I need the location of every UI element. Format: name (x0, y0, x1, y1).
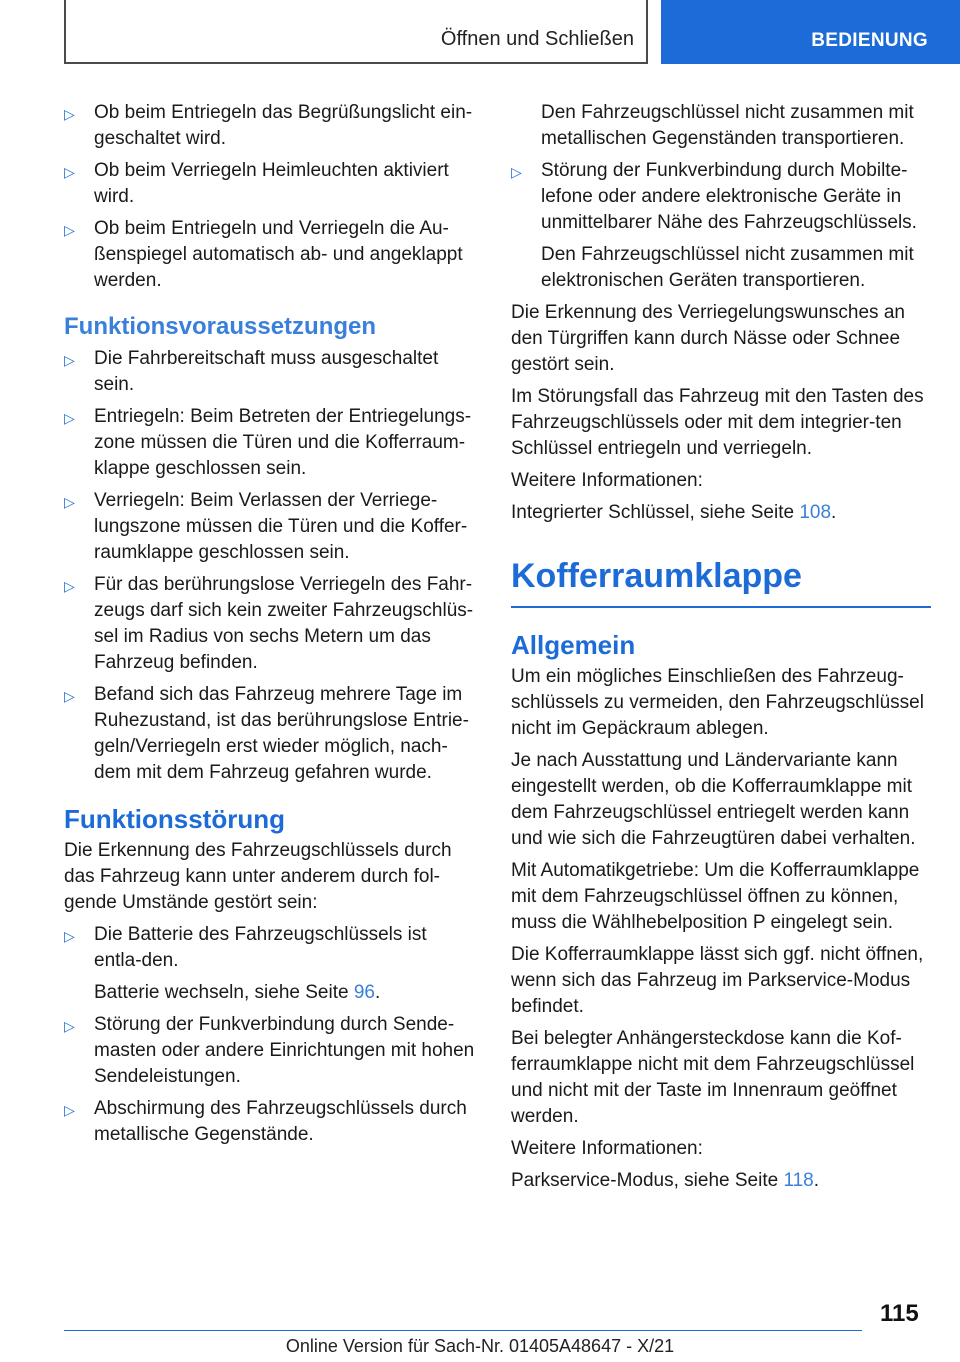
list-item: ▷ Befand sich das Fahrzeug mehrere Tage im Ruhezustand, ist das berührungslose Entrie-geln/Verriegeln erst wieder möglich, nach-dem mit dem Fahrzeug gefahren wurde. (64, 682, 478, 786)
paragraph: Im Störungsfall das Fahrzeug mit den Tasten des Fahrzeugschlüssels oder mit dem integrier-ten Schlüssel entriegeln und verriegeln. (511, 386, 924, 459)
list-item: ▷ Die Batterie des Fahrzeugschlüssels ist entla-den. (64, 922, 478, 974)
paragraph: Die Kofferraumklappe lässt sich ggf. nicht öffnen, wenn sich das Fahrzeug im Parkservice-Modus befindet. (511, 944, 924, 1017)
punctuation: . (831, 502, 837, 523)
paragraph: Die Erkennung des Verriegelungswunsches an den Türgriffen kann durch Nässe oder Schnee gestört sein. (511, 302, 905, 375)
list-item: ▷ Ob beim Entriegeln das Begrüßungslicht ein-geschaltet wird. (64, 100, 478, 152)
list-item-continuation: Den Fahrzeugschlüssel nicht zusammen mit elektronischen Geräten transportieren. (541, 244, 914, 291)
page-link-108[interactable]: 108 (799, 502, 832, 523)
list-item-continuation: Den Fahrzeugschlüssel nicht zusammen mit metallischen Gegenständen transportieren. (541, 102, 914, 149)
section-tab-label: BEDIENUNG (811, 30, 928, 51)
list-item: ▷ Die Fahrbereitschaft muss ausgeschaltet sein. (64, 346, 478, 398)
subsection-heading: Allgemein (511, 630, 636, 660)
header-title-box (64, 0, 648, 64)
list-item: ▷ Abschirmung des Fahrzeugschlüssels durch metallische Gegenstände. (64, 1096, 478, 1148)
page-number: 115 (880, 1300, 919, 1327)
section-heading: Kofferraumklappe (511, 554, 931, 608)
list-item: ▷ Ob beim Verriegeln Heimleuchten aktiviert wird. (64, 158, 478, 210)
list-item-continuation (64, 980, 478, 1006)
list-item: ▷ Entriegeln: Beim Betreten der Entriegelungs-zone müssen die Türen und die Kofferraum-klappe geschlossen sein. (64, 404, 478, 482)
cross-ref-text: Batterie wechseln, siehe Seite (94, 982, 354, 1003)
chapter-title: Öffnen und Schließen (440, 28, 634, 50)
right-column (511, 100, 931, 1200)
paragraph: Weitere Informationen: (511, 1138, 703, 1159)
left-column (64, 100, 478, 1154)
punctuation: . (374, 982, 381, 1003)
heading-fault: Funktionsstörung (64, 804, 285, 834)
cross-ref-paragraph (511, 500, 931, 526)
list-item: ▷ Für das berührungslose Verriegeln des Fahr-zeugs darf sich kein zweiter Fahrzeugschlüs-sel im Radius von sechs Metern um das Fahrzeug befinden. (64, 572, 478, 676)
heading-conditions: Funktionsvoraussetzungen (64, 313, 377, 340)
list-item: ▷ Ob beim Entriegeln und Verriegeln die Au-ßenspiegel automatisch ab- und angeklappt werden. (64, 216, 478, 294)
cross-ref-text: Integrierter Schlüssel, siehe Seite (511, 502, 800, 523)
footer-text: Online Version für Sach-Nr. 01405A48647 - X/21 (285, 1336, 675, 1356)
section-tab (661, 0, 960, 64)
page-link-118[interactable]: 118 (783, 1170, 814, 1191)
paragraph: Je nach Ausstattung und Ländervariante kann eingestellt werden, ob die Kofferraumklappe mit dem Fahrzeugschlüssel entriegelt werden kann und wie sich die Fahrzeugtüren dabei verhalten. (511, 750, 916, 849)
list-item: ▷ Störung der Funkverbindung durch Sende-masten oder andere Einrichtungen mit hohen Sendeleistungen. (64, 1012, 478, 1090)
paragraph: Bei belegter Anhängersteckdose kann die Kof-ferraumklappe nicht mit dem Fahrzeugschlüssel und nicht mit der Taste im Innenraum geöffnet werden. (511, 1028, 915, 1127)
paragraph: Weitere Informationen: (511, 470, 703, 491)
punctuation: . (813, 1170, 820, 1191)
page-link-96[interactable]: 96 (353, 982, 375, 1003)
footer-divider (64, 1330, 862, 1331)
cross-ref-text: Parkservice-Modus, siehe Seite (511, 1170, 784, 1191)
list-item: ▷ Störung der Funkverbindung durch Mobilte-lefone oder andere elektronische Geräte in unmittelbarer Nähe des Fahrzeugschlüssels. (511, 158, 931, 236)
paragraph: Mit Automatikgetriebe: Um die Kofferraumklappe mit dem Fahrzeugschlüssel öffnen zu können, muss die Wählhebelposition P eingelegt sein. (511, 860, 920, 933)
paragraph: Um ein mögliches Einschließen des Fahrzeug-schlüssels zu vermeiden, den Fahrzeugschlüssel nicht im Gepäckraum ablegen. (511, 666, 924, 739)
list-item: ▷ Verriegeln: Beim Verlassen der Verriege-lungszone müssen die Türen und die Koffer-raumklappe geschlossen sein. (64, 488, 478, 566)
fault-intro: Die Erkennung des Fahrzeugschlüssels durch das Fahrzeug kann unter anderem durch fol-gende Umstände gestört sein: (64, 840, 452, 913)
cross-ref-paragraph (511, 1168, 931, 1194)
